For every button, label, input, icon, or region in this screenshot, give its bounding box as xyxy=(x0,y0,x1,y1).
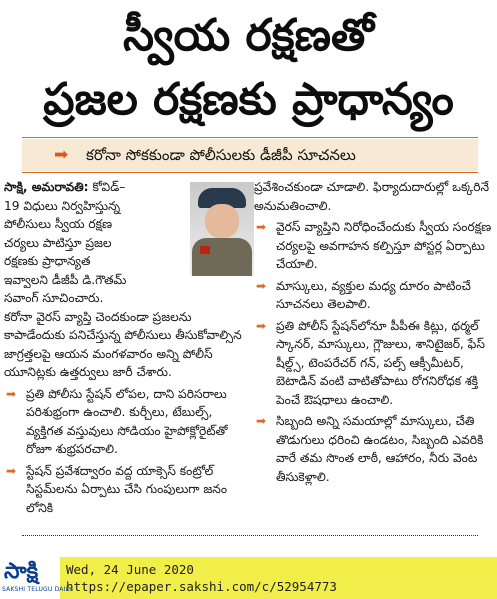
list-item xyxy=(254,317,492,410)
bullet-text: మాస్కులు, వ్యక్తుల మధ్య దూరం పాటించే సూచనలు తెలపాలి. xyxy=(276,278,471,311)
subhead-bottom-rule xyxy=(22,172,478,173)
headline-line-1: స్వీయ రక్షణతో xyxy=(123,10,374,61)
logo-wordmark: సాక్షి xyxy=(4,559,39,584)
epaper-url-link[interactable]: https://epaper.sakshi.com/c/52954773 xyxy=(66,579,337,594)
lead-paragraph-full: కరోనా వైరస్‌ వ్యాప్తి చెందకుండా ప్రజలను కాపాడేందుకు పనిచేస్తున్న పోలీసులు తీసుకోవాల్సిన జాగ్రత్తలపై ఆయన మంగళవారం అన్ని పోలీస్‌ యూనిట్లకు ఉత్తర్వులు జారీ చేశారు. xyxy=(4,309,242,379)
bullet-text: ప్రతి పోలీసు స్టేషన్‌ లోపల, దాని పరిసరాలు పరిశుభ్రంగా ఉంచాలి. కుర్చీలు, టేబుల్స్, వ్యక్తిగత వస్తువులు సోడియం హైపోక్లోరైట్‌తో రోజూ శుభ్రపరచాలి. xyxy=(26,386,228,456)
dateline: సాక్షి, అమరావతి: xyxy=(4,180,89,194)
bullet-text: స్టేషన్‌ ప్రవేశద్వారం వద్ద యాక్సెస్‌ కంట్రోల్‌ సిస్టమ్‌లను ఏర్పాటు చేసి గుంపులుగా జనం లోనికి xyxy=(26,463,228,515)
list-item xyxy=(254,218,492,274)
lead-paragraph-narrow xyxy=(4,178,136,308)
bullet-text: ప్రతి పోలీస్‌ స్టేషన్‌లోనూ పీపీఈ కిట్లు, థర్మల్‌ స్కానర్, మాస్కులు, గ్లౌజులు, శానిటైజర్, ఫేస్‌ షీల్డ్స్, టెంపరేచర్‌ గన్, పల్స్‌ ఆక్సీమీటర్, బెటాడిన్‌ వంటి వాటితోపాటు రోగనిరోధక శక్తి పెంచే ఔషధాలు ఉంచాలి. xyxy=(276,318,485,407)
arrow-right-icon: ➡ xyxy=(54,145,69,165)
list-item xyxy=(254,277,492,314)
article-left-column xyxy=(4,178,249,517)
lead-text-narrow: కోవిడ్‌–19 విధులు నిర్వహిస్తున్న పోలీసులు స్వీయ రక్షణ చర్యలు పాటిస్తూ ప్రజల రక్షణకు ప్రాధాన్యత ఇవ్వాలని డీజీపీ డి.గౌతమ్‌ సవాంగ్‌ సూచించారు. xyxy=(4,180,127,305)
list-item xyxy=(254,412,492,486)
bullet-text: వైరస్‌ వ్యాప్తిని నిరోధించేందుకు స్వీయ సంరక్షణ చర్యలపై అవగాహన కల్పిస్తూ పోస్టర్ల ఏర్పాటు చేయాలి. xyxy=(276,220,492,271)
article-right-column xyxy=(254,178,492,486)
logo-tagline: SAKSHI TELUGU DAILY xyxy=(2,586,73,593)
bullet-arrow-icon: ➡ xyxy=(256,318,267,333)
subheadline-text: కరోనా సోకకుండా పోలీసులకు డీజీపీ సూచనలు xyxy=(86,146,356,164)
article-end-divider xyxy=(22,535,478,536)
bullet-text: సిబ్బంది అన్ని సమయాల్లో మాస్కులు, చేతి తొడుగులు ధరించి ఉండటం, సిబ్బంది ఎవరికి వారే తమ సొంత లాఠీ, ఆహారం, నీరు వెంట తీసుకెళ్లాలి. xyxy=(276,414,484,484)
bullet-arrow-icon: ➡ xyxy=(6,386,17,401)
list-item xyxy=(4,462,249,518)
bullet-arrow-icon: ➡ xyxy=(6,463,17,478)
bullet-arrow-icon: ➡ xyxy=(256,414,267,428)
continuation-paragraph: ప్రవేశించకుండా చూడాలి. ఫిర్యాదుదారుల్లో ఒక్కరినే అనుమతించాలి. xyxy=(254,180,490,213)
epaper-footer xyxy=(0,557,497,599)
bullet-arrow-icon: ➡ xyxy=(256,278,267,293)
headline-line-2: ప్రజల రక్షణకు ప్రాధాన్యం xyxy=(43,74,454,125)
list-item xyxy=(4,385,249,459)
edition-date: Wed, 24 June 2020 xyxy=(66,562,194,577)
bullet-arrow-icon: ➡ xyxy=(256,220,267,234)
subhead-top-rule xyxy=(22,137,478,138)
subheadline-bar xyxy=(22,139,478,171)
sakshi-logo xyxy=(0,557,73,599)
